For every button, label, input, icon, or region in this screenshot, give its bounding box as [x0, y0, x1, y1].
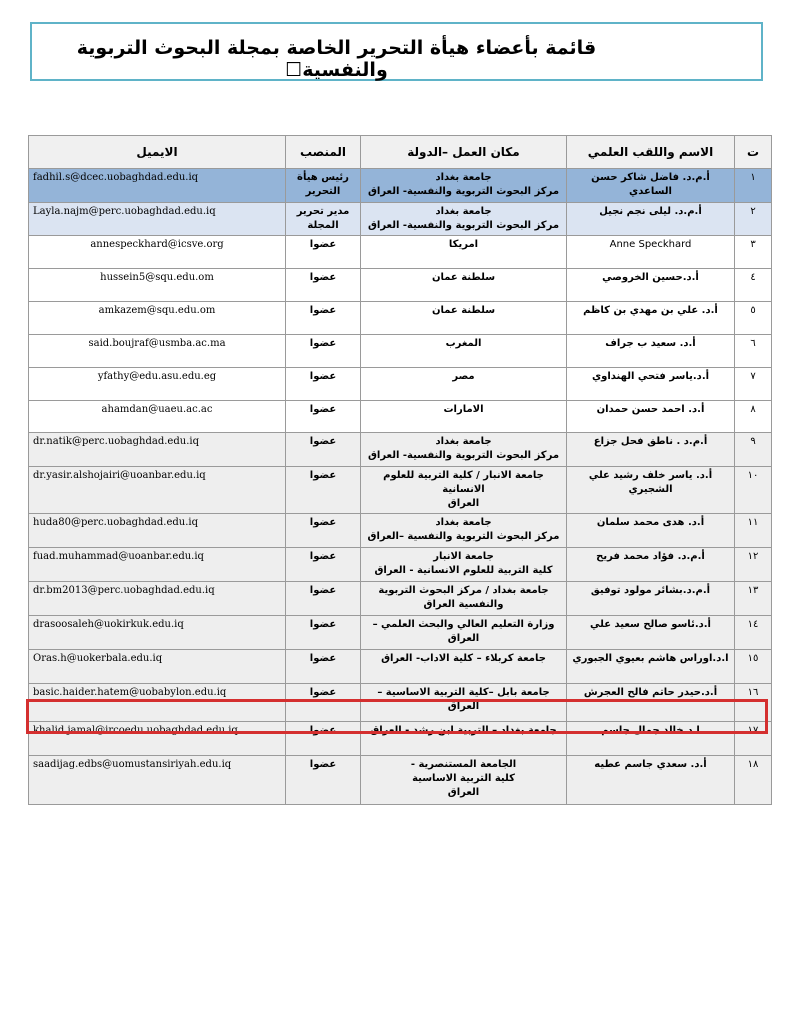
- member-email[interactable]: dr.yasir.alshojairi@uoanbar.edu.iq: [29, 467, 286, 514]
- member-email[interactable]: hussein5@squ.edu.om: [29, 269, 286, 302]
- member-email[interactable]: saadijag.edbs@uomustansiriyah.edu.iq: [29, 756, 286, 805]
- member-place: [361, 514, 567, 548]
- header-role: المنصب: [286, 136, 361, 169]
- member-name: ا.د.اوراس هاشم بعيوي الجبوري: [567, 650, 735, 684]
- member-role: مدير تحرير المجلة: [286, 203, 361, 236]
- member-name: أ.م.د. فؤاد محمد فريح: [567, 548, 735, 582]
- member-role: عضوا: [286, 302, 361, 335]
- member-place: [361, 236, 567, 269]
- place-line: الجامعة المستنصرية -: [410, 759, 517, 770]
- place-line: العراق: [447, 633, 480, 644]
- table-row: [29, 335, 772, 368]
- member-place: [361, 616, 567, 650]
- header-name: الاسم واللقب العلمي: [567, 136, 735, 169]
- table-row: [29, 401, 772, 433]
- member-place: [361, 582, 567, 616]
- member-role: عضوا: [286, 368, 361, 401]
- row-number: ٨: [735, 401, 772, 433]
- member-role: عضوا: [286, 433, 361, 467]
- title-box: [30, 22, 763, 81]
- table-row: [29, 616, 772, 650]
- table-row: [29, 269, 772, 302]
- member-email[interactable]: basic.haider.hatem@uobabylon.edu.iq: [29, 684, 286, 722]
- member-place: [361, 548, 567, 582]
- table-row: [29, 302, 772, 335]
- table-row: [29, 722, 772, 756]
- place-line: جامعة كربلاء – كلية الاداب- العراق: [381, 653, 546, 664]
- header-email: الايميل: [29, 136, 286, 169]
- table-row: [29, 756, 772, 805]
- place-line: مركز البحوث التربوية والنفسية- العراق: [367, 220, 560, 231]
- table-row: [29, 514, 772, 548]
- member-place: [361, 684, 567, 722]
- header-num: ت: [735, 136, 772, 169]
- row-number: ١٠: [735, 467, 772, 514]
- row-number: ١: [735, 169, 772, 203]
- place-line: وزارة التعليم العالي والبحث العلمي –: [372, 619, 555, 630]
- member-role: عضوا: [286, 684, 361, 722]
- row-number: ٤: [735, 269, 772, 302]
- member-email[interactable]: fadhil.s@dcec.uobaghdad.edu.iq: [29, 169, 286, 203]
- row-number: ١٢: [735, 548, 772, 582]
- member-email[interactable]: annespeckhard@icsve.org: [29, 236, 286, 269]
- place-line: مركز البحوث التربوية والنفسية- العراق: [367, 186, 560, 197]
- row-number: ٩: [735, 433, 772, 467]
- header-place: مكان العمل –الدولة: [361, 136, 567, 169]
- place-line: المغرب: [445, 338, 482, 349]
- member-place: [361, 203, 567, 236]
- place-line: كلية التربية الاساسية: [412, 773, 515, 784]
- member-name: أ.د. علي بن مهدي بن كاظم: [567, 302, 735, 335]
- place-line: والنفسية العراق: [423, 599, 504, 610]
- member-role: عضوا: [286, 548, 361, 582]
- place-line: مركز البحوث التربوية والنفسية –العراق: [367, 531, 560, 542]
- row-number: ١٤: [735, 616, 772, 650]
- member-name: Anne Speckhard: [567, 236, 735, 269]
- member-role: عضوا: [286, 756, 361, 805]
- member-role: عضوا: [286, 335, 361, 368]
- member-role: عضوا: [286, 467, 361, 514]
- place-line: الامارات: [443, 404, 484, 415]
- member-email[interactable]: Oras.h@uokerbala.edu.iq: [29, 650, 286, 684]
- place-line: جامعة بغداد: [435, 436, 492, 447]
- row-number: ١٨: [735, 756, 772, 805]
- row-number: ٢: [735, 203, 772, 236]
- member-name: أ.د.ئاسو صالح سعيد علي: [567, 616, 735, 650]
- place-line: جامعة بغداد: [435, 206, 492, 217]
- table-row: [29, 433, 772, 467]
- member-email[interactable]: khalid.jamal@ircoedu.uobaghdad.edu.iq: [29, 722, 286, 756]
- member-role: عضوا: [286, 582, 361, 616]
- table-row: [29, 684, 772, 722]
- member-email[interactable]: yfathy@edu.asu.edu.eg: [29, 368, 286, 401]
- member-place: [361, 169, 567, 203]
- place-line: جامعة الانبار / كلية التربية للعلوم الانسانية: [383, 470, 544, 495]
- row-number: ٦: [735, 335, 772, 368]
- member-name: أ.م.د.بشائر مولود توفيق: [567, 582, 735, 616]
- member-name: أ.م.د. ليلى نجم نجيل: [567, 203, 735, 236]
- member-place: [361, 401, 567, 433]
- member-place: [361, 467, 567, 514]
- table-row: [29, 582, 772, 616]
- member-name: أ.م.د. فاضل شاكر حسن الساعدي: [567, 169, 735, 203]
- table-row: [29, 368, 772, 401]
- row-number: ٧: [735, 368, 772, 401]
- table-row: [29, 467, 772, 514]
- place-line: جامعة بابل –كلية التربية الاساسية –: [377, 687, 550, 698]
- place-line: امريكا: [448, 239, 479, 250]
- table-row: [29, 650, 772, 684]
- place-line: جامعة بغداد / مركز البحوث التربوية: [378, 585, 549, 596]
- row-number: ١٥: [735, 650, 772, 684]
- member-place: [361, 650, 567, 684]
- member-name: أ.د.ياسر فتحي الهنداوي: [567, 368, 735, 401]
- row-number: ٥: [735, 302, 772, 335]
- member-name: أ.د.حسين الخروصي: [567, 269, 735, 302]
- table-row: [29, 548, 772, 582]
- member-email[interactable]: said.boujraf@usmba.ac.ma: [29, 335, 286, 368]
- member-place: [361, 433, 567, 467]
- member-email[interactable]: dr.bm2013@perc.uobaghdad.edu.iq: [29, 582, 286, 616]
- row-number: ١٧: [735, 722, 772, 756]
- member-role: عضوا: [286, 401, 361, 433]
- member-name: أ.د. احمد حسن حمدان: [567, 401, 735, 433]
- member-name: أ.د. سعيد ب جراف: [567, 335, 735, 368]
- place-line: العراق: [447, 498, 480, 509]
- member-name: أ.د. سعدي جاسم عطيه: [567, 756, 735, 805]
- member-place: [361, 335, 567, 368]
- editorial-board-table: [28, 135, 772, 805]
- member-role: عضوا: [286, 236, 361, 269]
- row-number: ١٦: [735, 684, 772, 722]
- row-number: ٣: [735, 236, 772, 269]
- member-place: [361, 302, 567, 335]
- member-name: أ.د. هدى محمد سلمان: [567, 514, 735, 548]
- place-line: مركز البحوث التربوية والنفسية- العراق: [367, 450, 560, 461]
- member-email[interactable]: fuad.muhammad@uoanbar.edu.iq: [29, 548, 286, 582]
- member-role: عضوا: [286, 650, 361, 684]
- table-row: [29, 203, 772, 236]
- member-role: عضوا: [286, 514, 361, 548]
- place-line: جامعة الانبار: [433, 551, 494, 562]
- member-name: ا.د.خالد جمال جاسم: [567, 722, 735, 756]
- member-role: عضوا: [286, 722, 361, 756]
- row-number: ١٣: [735, 582, 772, 616]
- member-email[interactable]: amkazem@squ.edu.om: [29, 302, 286, 335]
- place-line: سلطنة عمان: [431, 305, 496, 316]
- member-place: [361, 722, 567, 756]
- member-name: أ.د. ياسر خلف رشيد علي الشجيري: [567, 467, 735, 514]
- place-line: سلطنة عمان: [431, 272, 496, 283]
- member-email[interactable]: drasoosaleh@uokirkuk.edu.iq: [29, 616, 286, 650]
- table-row: [29, 236, 772, 269]
- page-title: قائمة بأعضاء هيأة التحرير الخاصة بمجلة البحوث التربوية والنفسية☐: [76, 37, 597, 81]
- member-role: عضوا: [286, 616, 361, 650]
- member-email[interactable]: dr.natik@perc.uobaghdad.edu.iq: [29, 433, 286, 467]
- member-place: [361, 368, 567, 401]
- member-email[interactable]: ahamdan@uaeu.ac.ac: [29, 401, 286, 433]
- row-number: ١١: [735, 514, 772, 548]
- place-line: جامعة بغداد – التربية ابن رشد - العراق: [370, 725, 557, 736]
- member-email[interactable]: Layla.najm@perc.uobaghdad.edu.iq: [29, 203, 286, 236]
- place-line: جامعة بغداد: [435, 517, 492, 528]
- table-row: [29, 169, 772, 203]
- member-place: [361, 756, 567, 805]
- place-line: مصر: [452, 371, 475, 382]
- place-line: العراق: [447, 701, 480, 712]
- place-line: العراق: [447, 787, 480, 798]
- member-role: عضوا: [286, 269, 361, 302]
- member-place: [361, 269, 567, 302]
- place-line: جامعة بغداد: [435, 172, 492, 183]
- member-name: أ.م.د . ناطق فحل جزاع: [567, 433, 735, 467]
- member-email[interactable]: huda80@perc.uobaghdad.edu.iq: [29, 514, 286, 548]
- member-role: رئيس هيأة التحرير: [286, 169, 361, 203]
- place-line: كلية التربية للعلوم الانسانية - العراق: [374, 565, 553, 576]
- table-header-row: [29, 136, 772, 169]
- member-name: أ.د.حيدر حاتم فالح العجرش: [567, 684, 735, 722]
